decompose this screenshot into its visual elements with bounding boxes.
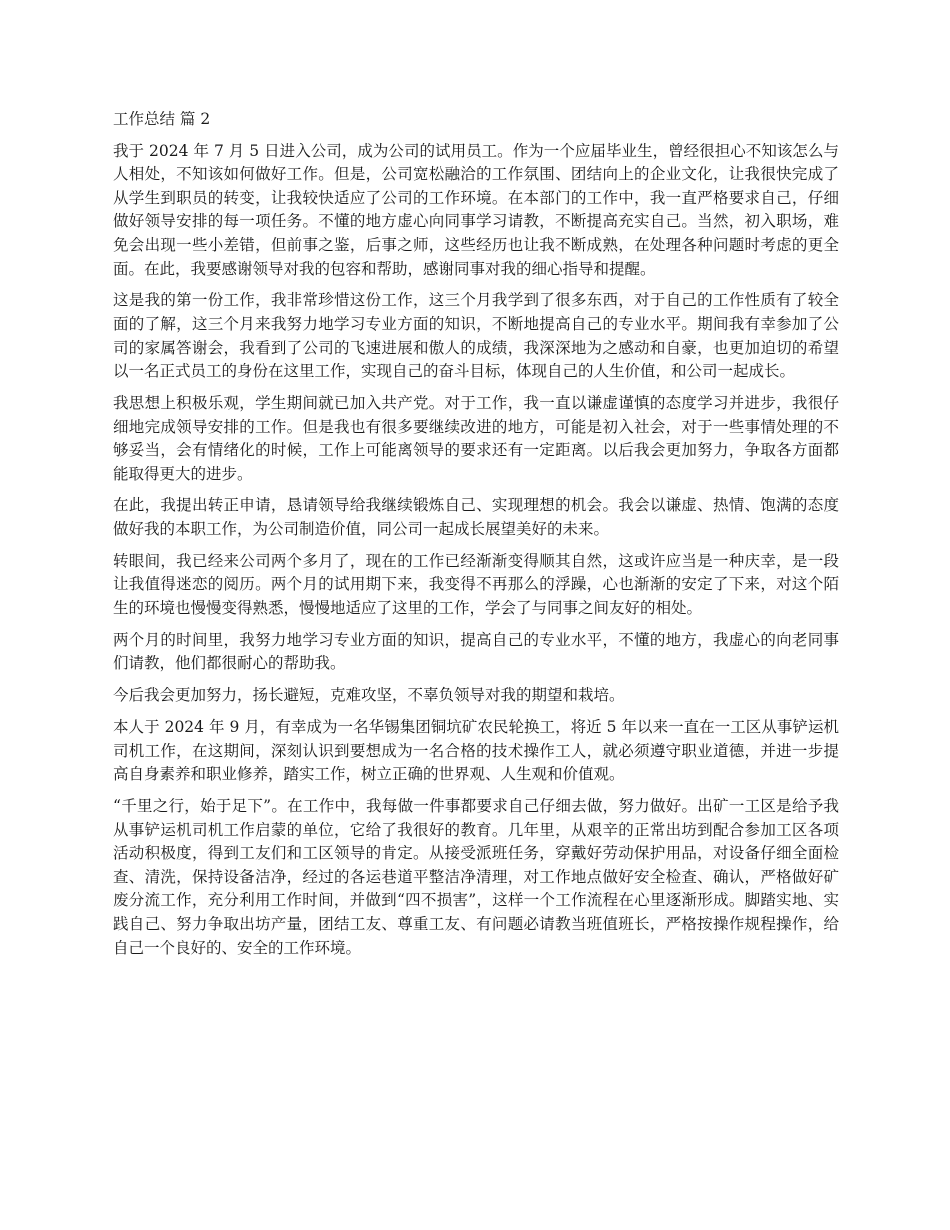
paragraph: 我于 2024 年 7 月 5 日进入公司，成为公司的试用员工。作为一个应届毕业生，曾经很担心不知该怎么与人相处，不知该如何做好工作。但是，公司宽松融洽的工作氛围、团结向上的企业文化，让我很快完成了从学生到职员的转变，让我较快适应了公司的工作环境。在本部门的工作中，我一直严格要求自己，仔细做好领导安排的每一项任务。不懂的地方虚心向同事学习请教，不断提高充实自己。当然，初入职场，难免会出现一些小差错，但前事之鉴，后事之师，这些经历也让我不断成熟，在处理各种问题时考虑的更全面。在此，我要感谢领导对我的包容和帮助，感谢同事对我的细心指导和提醒。 bbox=[113, 141, 839, 278]
paragraph: 今后我会更加努力，扬长避短，克难攻坚，不辜负领导对我的期望和栽培。 bbox=[113, 686, 625, 705]
paragraph: 这是我的第一份工作，我非常珍惜这份工作，这三个月我学到了很多东西，对于自己的工作性质有了较全面的了解，这三个月来我努力地学习专业方面的知识，不断地提高自己的专业水平。期间我有幸参加了公司的家属答谢会，我看到了公司的飞速进展和傲人的成绩，我深深地为之感动和自豪，也更加迫切的希望以一名正式员工的身份在这里工作，实现自己的奋斗目标，体现自己的人生价值，和公司一起成长。 bbox=[113, 291, 839, 381]
paragraph: 本人于 2024 年 9 月，有幸成为一名华锡集团铜坑矿农民轮换工，将近 5 年以来一直在一工区从事铲运机司机工作，在这期间，深刻认识到要想成为一名合格的技术操作工人，就必须遵守职业道德，并进一步提高自身素养和职业修养，踏实工作，树立正确的世界观、人生观和价值观。 bbox=[113, 717, 839, 784]
paragraph: 我思想上积极乐观，学生期间就已加入共产党。对于工作，我一直以谦虚谨慎的态度学习并进步，我很仔细地完成领导安排的工作。但是我也有很多要继续改进的地方，可能是初入社会，对于一些事情处理的不够妥当，会有情绪化的时候，工作上可能离领导的要求还有一定距离。以后我会更加努力，争取各方面都能取得更大的进步。 bbox=[113, 393, 839, 483]
document-page bbox=[113, 108, 839, 968]
paragraph: “千里之行，始于足下”。在工作中，我每做一件事都要求自己仔细去做，努力做好。出矿一工区是给予我从事铲运机司机工作启蒙的单位，它给了我很好的教育。几年里，从艰辛的正常出坊到配合参加工区各项活动积极度，得到工友们和工区领导的肯定。从接受派班任务，穿戴好劳动保护用品，对设备仔细全面检查、清洗，保持设备洁净，经过的各运巷道平整洁净清理，对工作地点做好安全检查、确认，严格做好矿废分流工作，充分利用工作时间，并做到“四不损害”，这样一个工作流程在心里逐渐形成。脚踏实地、实践自己、努力争取出坊产量，团结工友、尊重工友、有问题必请教当班值班长，严格按操作规程操作，给自己一个良好的、安全的工作环境。 bbox=[113, 796, 839, 957]
paragraph: 两个月的时间里，我努力地学习专业方面的知识，提高自己的专业水平，不懂的地方，我虚心的向老同事们请教，他们都很耐心的帮助我。 bbox=[113, 630, 839, 673]
paragraph: 转眼间，我已经来公司两个多月了，现在的工作已经渐渐变得顺其自然，这或许应当是一种庆幸，是一段让我值得迷恋的阅历。两个月的试用期下来，我变得不再那么的浮躁，心也渐渐的安定了下来，对这个陌生的环境也慢慢变得熟悉，慢慢地适应了这里的工作，学会了与同事之间友好的相处。 bbox=[113, 551, 839, 618]
paragraph: 在此，我提出转正申请，恳请领导给我继续锻炼自己、实现理想的机会。我会以谦虚、热情、饱满的态度做好我的本职工作，为公司制造价值，同公司一起成长展望美好的未来。 bbox=[113, 496, 839, 539]
document-title: 工作总结 篇 2 bbox=[113, 110, 211, 128]
